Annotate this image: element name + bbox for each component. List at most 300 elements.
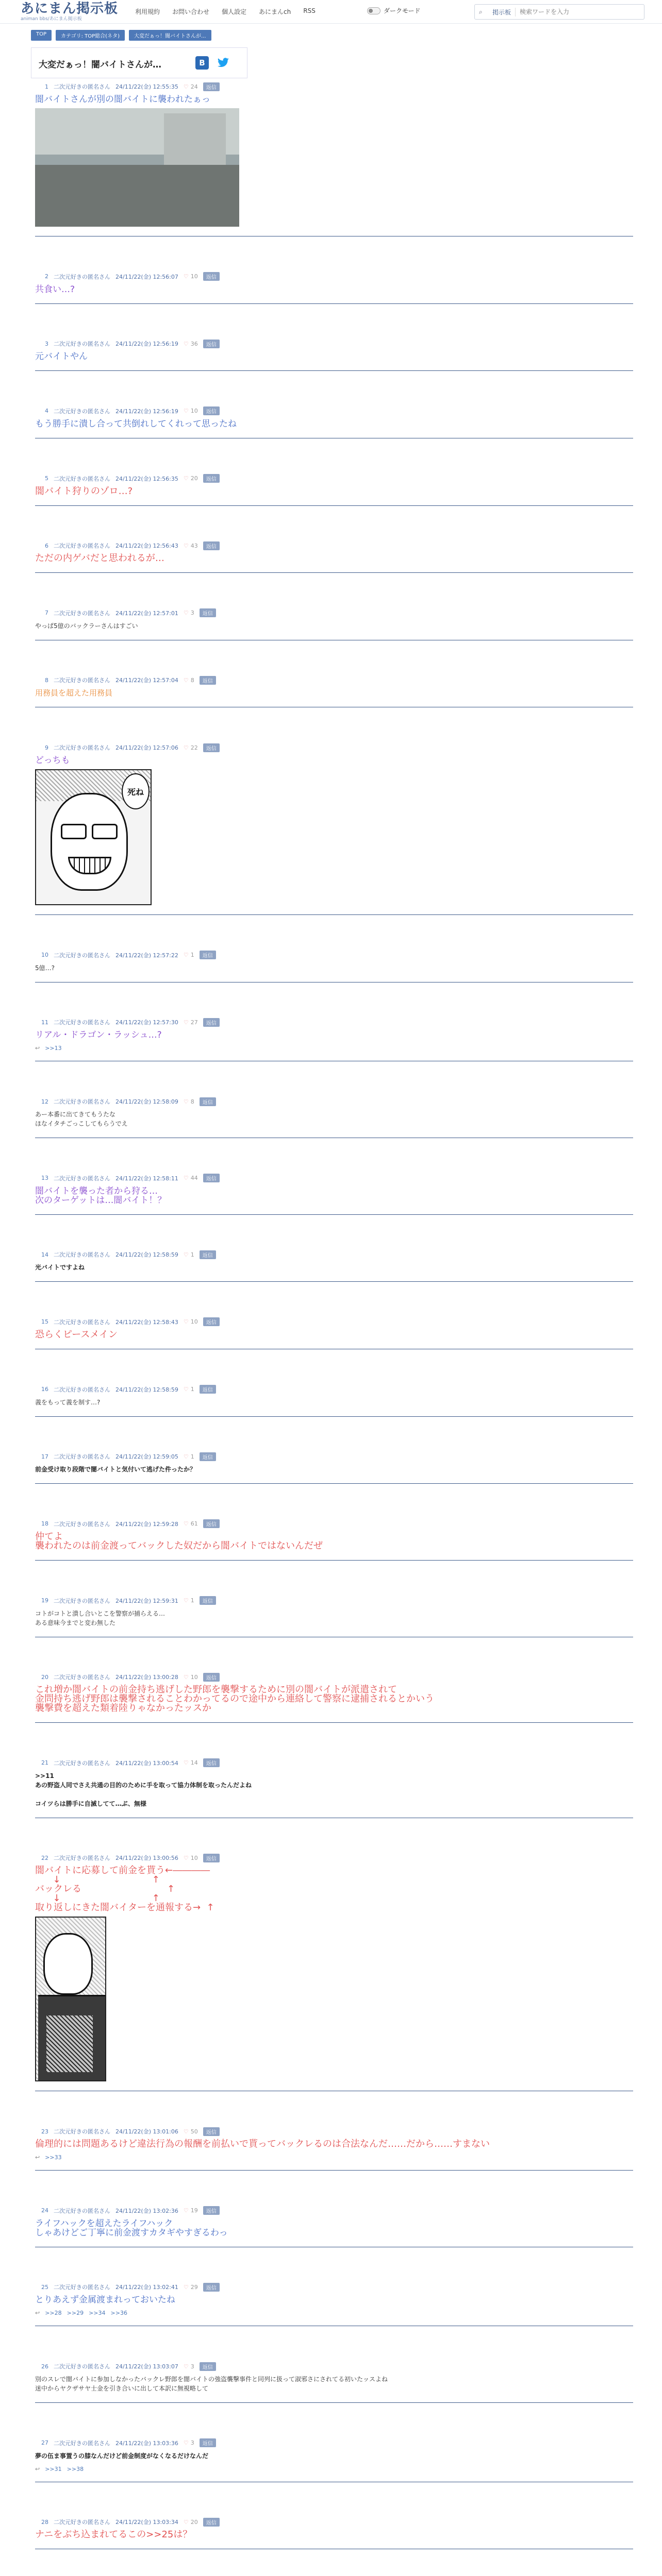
reply-button[interactable]: 返信 — [203, 541, 220, 550]
like-count: 10 — [190, 273, 198, 280]
post-text-line: 仲てよ — [35, 1531, 63, 1542]
post-body — [35, 1330, 633, 1340]
reply-button[interactable]: 返信 — [203, 2127, 220, 2136]
post-text-line: コイツらは勝手に自滅してて…ぶ、無様 — [35, 1800, 146, 1807]
heart-icon[interactable]: ♡ — [183, 1453, 189, 1460]
post — [35, 1671, 633, 1723]
breadcrumb-thread[interactable]: 大変だぁっ！闇バイトさんが... — [129, 30, 211, 41]
post-date: 24/11/22(金) 12:57:01 — [115, 609, 178, 617]
reply-button[interactable]: 返信 — [200, 1596, 216, 1605]
post-text-line: 襲われたのは前金渡ってバックした奴だから闇バイトではないんだぜ — [35, 1540, 323, 1551]
post-text-line: 用務員を超えた用務員 — [35, 688, 113, 698]
reply-button[interactable]: 返信 — [203, 82, 220, 91]
poster-name: 二次元好きの匿名さん — [54, 2439, 110, 2447]
heart-icon[interactable]: ♡ — [183, 475, 189, 482]
reply-button[interactable]: 返信 — [200, 1097, 216, 1106]
post — [35, 337, 633, 371]
poster-name: 二次元好きの匿名さん — [54, 1318, 110, 1326]
reply-button[interactable]: 返信 — [200, 1452, 216, 1461]
post-body — [35, 1110, 633, 1128]
post-meta — [35, 1097, 633, 1106]
nav-contact[interactable]: お問い合わせ — [172, 8, 210, 15]
heart-icon[interactable]: ♡ — [183, 2207, 189, 2214]
post-text-line: 闇バイトさんが別の闇バイトに襲われたぁっ — [35, 94, 210, 105]
post — [35, 472, 633, 506]
reply-button[interactable]: 返信 — [200, 1385, 216, 1394]
post-meta — [35, 2127, 633, 2136]
post — [35, 1383, 633, 1417]
post-body — [35, 1771, 633, 1808]
post-number[interactable]: 23 — [41, 2128, 48, 2135]
post-number[interactable]: 21 — [41, 1759, 48, 1767]
post — [35, 270, 633, 304]
post-text-line: あの野盗人同でさえ共通の目的のために手を取って協力体制を取ったんだよね — [35, 1781, 252, 1789]
heart-icon[interactable]: ♡ — [183, 1098, 189, 1105]
post-body — [35, 487, 633, 496]
nav-terms[interactable]: 利用規約 — [135, 8, 160, 15]
post-number[interactable]: 8 — [45, 676, 48, 684]
post-meta — [35, 407, 633, 415]
heart-icon[interactable]: ♡ — [183, 1175, 189, 1182]
post-body — [35, 2530, 633, 2539]
post-divider — [35, 1483, 633, 1484]
poster-name: 二次元好きの匿名さん — [54, 609, 110, 617]
post-body — [35, 756, 633, 765]
post-number[interactable]: 20 — [41, 1673, 48, 1681]
post-text-line: あー本番に出てきてもうたな — [35, 1111, 116, 1118]
post-divider — [35, 1560, 633, 1561]
post-meta — [35, 1597, 633, 1605]
heart-icon[interactable]: ♡ — [183, 952, 189, 959]
heart-icon[interactable]: ♡ — [183, 340, 189, 347]
post-date: 24/11/22(金) 12:57:04 — [115, 677, 178, 684]
darkmode-control[interactable] — [367, 6, 421, 15]
poster-name: 二次元好きの匿名さん — [54, 1019, 110, 1026]
post-meta — [35, 541, 633, 550]
top-bar — [0, 0, 662, 24]
breadcrumb — [31, 30, 211, 41]
reply-button[interactable]: 返信 — [200, 1250, 216, 1259]
post-body — [35, 2140, 633, 2149]
heart-icon[interactable]: ♡ — [183, 1854, 189, 1861]
reply-ref-link[interactable]: >>38 — [67, 2465, 84, 2472]
post-date: 24/11/22(金) 13:00:28 — [115, 1674, 178, 1681]
heart-icon[interactable]: ♡ — [183, 542, 189, 549]
post-number[interactable]: 13 — [41, 1175, 48, 1182]
manga-panel-image[interactable]: 死ね — [35, 769, 152, 905]
poster-name: 二次元好きの匿名さん — [54, 475, 110, 482]
post-divider — [35, 1214, 633, 1215]
post-text-line: どっちも — [35, 755, 70, 766]
heart-icon[interactable]: ♡ — [183, 1251, 189, 1258]
manga-panel-image[interactable] — [35, 1917, 106, 2081]
post — [35, 2437, 633, 2482]
post-text-line: 闇バイトに応募して前金を貰う←―――― — [35, 1865, 210, 1876]
post-date: 24/11/22(金) 13:03:07 — [115, 2363, 178, 2370]
post — [35, 1095, 633, 1138]
post-text-line: 元バイトやん — [35, 351, 88, 362]
post-text-line: 金問持ち逃げ野郎は襲撃されることわかってるので途中から連絡して警察に逮捕されるとかいう — [35, 1693, 434, 1705]
post-number[interactable]: 22 — [41, 1854, 48, 1861]
post-date: 24/11/22(金) 12:59:28 — [115, 1520, 178, 1528]
news-screenshot-image[interactable] — [35, 108, 239, 227]
heart-icon[interactable]: ♡ — [183, 2363, 189, 2370]
reply-button[interactable]: 返信 — [200, 2438, 216, 2447]
post-date: 24/11/22(金) 13:03:36 — [115, 2439, 178, 2447]
post-date: 24/11/22(金) 13:00:54 — [115, 1759, 178, 1767]
breadcrumb-category[interactable]: カテゴリ: TOP総合(ネタ) — [56, 30, 125, 41]
reply-refs — [35, 2154, 633, 2161]
reply-button[interactable]: 返信 — [203, 743, 220, 752]
post-number[interactable]: 7 — [45, 609, 48, 617]
heart-icon[interactable]: ♡ — [183, 2128, 189, 2135]
reply-ref-link[interactable]: >>29 — [67, 2310, 84, 2317]
post-body — [35, 1465, 633, 1474]
post — [35, 674, 633, 707]
post-date: 24/11/22(金) 12:56:19 — [115, 341, 178, 348]
like-count: 50 — [190, 2128, 198, 2135]
darkmode-toggle[interactable] — [367, 7, 380, 14]
reply-button[interactable]: 返信 — [203, 406, 220, 415]
breadcrumb-top[interactable]: TOP — [31, 30, 52, 41]
reply-ref-link[interactable]: >>34 — [89, 2310, 106, 2317]
post — [35, 1450, 633, 1484]
post — [35, 1016, 633, 1061]
post-date: 24/11/22(金) 13:00:56 — [115, 1855, 178, 1862]
like-count: 1 — [190, 1453, 194, 1460]
post-divider — [35, 572, 633, 573]
post-text-line: ほなイタチごっこしてもらうでえ — [35, 1120, 128, 1128]
post-divider — [35, 1281, 633, 1282]
post-body — [35, 1532, 633, 1551]
like-count: 10 — [190, 408, 198, 415]
post-body — [35, 1030, 633, 1040]
reply-refs — [35, 1045, 633, 1052]
post — [35, 2360, 633, 2403]
like-count: 14 — [190, 1759, 198, 1767]
heart-icon[interactable]: ♡ — [183, 676, 189, 684]
post-number[interactable]: 6 — [45, 542, 48, 549]
post-meta — [35, 1854, 633, 1862]
reply-refs — [35, 2310, 633, 2316]
reply-button[interactable]: 返信 — [203, 272, 220, 281]
reply-ref-link[interactable]: >>36 — [110, 2310, 127, 2317]
post-divider — [35, 505, 633, 506]
post-body — [35, 95, 633, 104]
twitter-bird-icon[interactable] — [216, 56, 230, 70]
post — [35, 949, 633, 982]
post-body — [35, 1685, 633, 1713]
reply-button[interactable]: 返信 — [203, 1317, 220, 1326]
post-number[interactable]: 2 — [45, 273, 48, 280]
post-text-line: 義をもって義を制す…? — [35, 1398, 101, 1406]
post-number[interactable]: 16 — [41, 1386, 48, 1393]
hatena-bookmark-icon[interactable]: B — [195, 56, 209, 70]
post-text-line: ↓ ↑ — [35, 1874, 160, 1886]
post-number[interactable]: 19 — [41, 1597, 48, 1604]
post — [35, 1757, 633, 1818]
post-divider — [35, 303, 633, 304]
post-text-line: 闇バイトを襲った者から狩る… — [35, 1185, 158, 1196]
post-date: 24/11/22(金) 12:56:35 — [115, 475, 178, 482]
reply-ref-link[interactable]: >>28 — [45, 2310, 62, 2317]
post — [35, 2205, 633, 2247]
post-body — [35, 1609, 633, 1628]
heart-icon[interactable]: ♡ — [183, 2439, 189, 2447]
post-number[interactable]: 11 — [41, 1019, 48, 1026]
reply-button[interactable]: 返信 — [203, 2283, 220, 2292]
post-date: 24/11/22(金) 12:57:06 — [115, 744, 178, 752]
heart-icon[interactable]: ♡ — [183, 1019, 189, 1026]
poster-name: 二次元好きの匿名さん — [54, 1175, 110, 1182]
heart-icon[interactable]: ♡ — [183, 1597, 189, 1604]
search-input[interactable] — [516, 8, 644, 15]
heart-icon[interactable]: ♡ — [183, 83, 189, 90]
post-divider — [35, 2402, 633, 2403]
post-meta — [35, 2207, 633, 2215]
post-text-line: ナニをぶち込まれてるこの>>25は？ — [35, 2529, 192, 2540]
heart-icon[interactable]: ♡ — [183, 609, 189, 617]
poster-name: 二次元好きの匿名さん — [54, 1251, 110, 1259]
post-meta — [35, 474, 633, 483]
like-count: 1 — [190, 952, 194, 959]
post-text-line: 迷中からヤクザサヤ士金を引き合いに出して本訳に無視略して — [35, 2385, 209, 2393]
like-count: 20 — [190, 2518, 198, 2526]
nav-animan-ch[interactable]: あにまんch — [259, 8, 291, 15]
reply-button[interactable]: 返信 — [203, 1854, 220, 1862]
post — [35, 2516, 633, 2549]
poster-name: 二次元好きの匿名さん — [54, 2207, 110, 2214]
post-number[interactable]: 3 — [45, 340, 48, 347]
post-meta — [35, 2518, 633, 2526]
post-number[interactable]: 1 — [45, 83, 48, 90]
poster-name: 二次元好きの匿名さん — [54, 1855, 110, 1862]
post-number[interactable]: 15 — [41, 1318, 48, 1326]
like-count: 10 — [190, 1318, 198, 1326]
heart-icon[interactable]: ♡ — [183, 2283, 189, 2291]
like-count: 61 — [190, 1520, 198, 1528]
poster-name: 二次元好きの匿名さん — [54, 1098, 110, 1106]
post-meta — [35, 676, 633, 684]
post-text-line: もう勝手に潰し合って共倒れしてくれって思ったね — [35, 418, 237, 429]
post-date: 24/11/22(金) 12:57:22 — [115, 952, 178, 959]
reply-button[interactable]: 返信 — [203, 1758, 220, 1767]
post-text-line: 襲撃費を超えた類着陸りゃなかったッスか — [35, 1703, 211, 1714]
top-nav — [135, 7, 316, 16]
heart-icon[interactable]: ♡ — [183, 744, 189, 751]
poster-name: 二次元好きの匿名さん — [54, 744, 110, 752]
post-meta — [35, 1250, 633, 1259]
post-text-line: 共食い…? — [35, 284, 75, 295]
post-number[interactable]: 25 — [41, 2283, 48, 2291]
post-number[interactable]: 17 — [41, 1453, 48, 1460]
like-count: 27 — [190, 1019, 198, 1026]
post-text-line: しゃあけどご丁寧に前金渡すカタギやすぎるわっ — [35, 2227, 228, 2238]
post — [35, 1316, 633, 1349]
like-count: 3 — [190, 609, 194, 617]
post-meta — [35, 1385, 633, 1394]
post-number[interactable]: 14 — [41, 1251, 48, 1258]
logo-text: あにまん掲示板 — [21, 1, 119, 16]
reply-button[interactable]: 返信 — [200, 2362, 216, 2371]
post-meta — [35, 743, 633, 752]
reply-button[interactable]: 返信 — [203, 1673, 220, 1682]
like-count: 29 — [190, 2283, 198, 2291]
reply-button[interactable]: 返信 — [203, 1519, 220, 1528]
post-meta — [35, 2283, 633, 2291]
heart-icon[interactable]: ♡ — [183, 408, 189, 415]
logo-subtext: animan bbs/あにまん掲示板 — [21, 16, 82, 22]
site-logo[interactable] — [21, 1, 118, 22]
post-body — [35, 285, 633, 294]
reply-button[interactable]: 返信 — [200, 951, 216, 959]
post-number[interactable]: 9 — [45, 744, 48, 751]
reply-button[interactable]: 返信 — [203, 1174, 220, 1182]
post-meta — [35, 609, 633, 617]
post-number[interactable]: 26 — [41, 2363, 48, 2370]
reply-ref-link[interactable]: >>13 — [45, 1045, 62, 1052]
post-body — [35, 2219, 633, 2238]
post-date: 24/11/22(金) 13:02:41 — [115, 2284, 178, 2291]
post-divider — [35, 914, 633, 915]
poster-name: 二次元好きの匿名さん — [54, 1759, 110, 1767]
post-text-line: 取り返しにきた闇バイターを通報する→ ↑ — [35, 1902, 214, 1913]
reply-button[interactable]: 返信 — [200, 608, 216, 617]
post-text-line: >>11 — [35, 1772, 54, 1780]
post-meta — [35, 1452, 633, 1461]
post — [35, 1172, 633, 1215]
post — [35, 539, 633, 573]
reply-ref-link[interactable]: >>31 — [45, 2465, 62, 2472]
post — [35, 405, 633, 438]
post-meta — [35, 1018, 633, 1026]
search-box — [474, 4, 644, 20]
like-count: 3 — [190, 2439, 194, 2447]
thread-title-box — [31, 47, 247, 78]
post-text-line: 前金受け取り段階で闇バイトと気付いて逃げた件ったか？ — [35, 1466, 196, 1473]
post-date: 24/11/22(金) 13:02:36 — [115, 2207, 178, 2214]
poster-name: 二次元好きの匿名さん — [54, 952, 110, 959]
post-body — [35, 1866, 633, 1912]
post-body — [35, 963, 633, 973]
reply-arrow-icon: ↩ — [35, 2154, 40, 2161]
reply-button[interactable]: 返信 — [200, 676, 216, 685]
post-date: 24/11/22(金) 12:56:43 — [115, 543, 178, 550]
post-number[interactable]: 24 — [41, 2207, 48, 2214]
heart-icon[interactable]: ♡ — [183, 1759, 189, 1767]
post-number[interactable]: 12 — [41, 1098, 48, 1105]
post-body — [35, 2375, 633, 2393]
post-body — [35, 554, 633, 563]
search-scope-button[interactable]: 掲示板 — [488, 8, 516, 16]
nav-personal-settings[interactable]: 個人設定 — [222, 8, 247, 15]
heart-icon[interactable]: ♡ — [183, 1318, 189, 1326]
post-text-line: 光バイトですよね — [35, 1264, 85, 1272]
post — [35, 1595, 633, 1637]
like-count: 8 — [190, 1098, 194, 1105]
like-count: 19 — [190, 2207, 198, 2214]
post-divider — [35, 2170, 633, 2171]
post-body — [35, 1263, 633, 1272]
like-count: 22 — [190, 744, 198, 751]
poster-name: 二次元好きの匿名さん — [54, 273, 110, 280]
post-number[interactable]: 27 — [41, 2439, 48, 2447]
post-date: 24/11/22(金) 12:57:30 — [115, 1019, 178, 1026]
post-date: 24/11/22(金) 12:56:19 — [115, 408, 178, 415]
post-number[interactable]: 5 — [45, 475, 48, 482]
post-text-line: これ増か闇バイトの前金持ち逃げした野郎を襲撃するために別の闇バイトが派遣されて — [35, 1684, 397, 1696]
post-number[interactable]: 10 — [41, 952, 48, 959]
post-meta — [35, 1174, 633, 1182]
post-text-line: ある意味今までと変わ無した — [35, 1619, 116, 1626]
reply-button[interactable]: 返信 — [203, 340, 220, 348]
heart-icon[interactable]: ♡ — [183, 273, 189, 280]
post-text-line: コトがコトと潰し合いとこを警察が捕らえる… — [35, 1609, 166, 1617]
post-meta — [35, 1520, 633, 1528]
post-meta — [35, 2362, 633, 2370]
post-meta — [35, 1673, 633, 1681]
like-count: 10 — [190, 1854, 198, 1861]
heart-icon[interactable]: ♡ — [183, 1673, 189, 1681]
reply-arrow-icon: ↩ — [35, 2465, 40, 2472]
post — [35, 1248, 633, 1282]
post-text-line: ↓ ↑ — [35, 1893, 160, 1904]
post-text-line: バックレる ↑ — [35, 1884, 175, 1895]
post-number[interactable]: 4 — [45, 408, 48, 415]
reply-button[interactable]: 返信 — [203, 2518, 220, 2527]
poster-name: 二次元好きの匿名さん — [54, 2519, 110, 2526]
post — [35, 80, 633, 236]
reply-button[interactable]: 返信 — [203, 474, 220, 483]
post-date: 24/11/22(金) 13:03:34 — [115, 2519, 178, 2526]
post — [35, 2125, 633, 2171]
post-text-line: やっぱ5億のバックラーさんはすごい — [35, 622, 138, 630]
post-divider — [35, 370, 633, 371]
post — [35, 2281, 633, 2326]
heart-icon[interactable]: ♡ — [183, 2518, 189, 2526]
poster-name: 二次元好きの匿名さん — [54, 2284, 110, 2291]
post-body — [35, 1398, 633, 1407]
post-number[interactable]: 18 — [41, 1520, 48, 1528]
heart-icon[interactable]: ♡ — [183, 1520, 189, 1528]
search-icon[interactable]: ⌕ — [479, 8, 483, 15]
reply-button[interactable]: 返信 — [203, 2206, 220, 2215]
post-body — [35, 621, 633, 631]
post-date: 24/11/22(金) 12:59:31 — [115, 1597, 178, 1604]
post-body — [35, 688, 633, 698]
post-meta — [35, 951, 633, 959]
post-number[interactable]: 28 — [41, 2518, 48, 2526]
reply-ref-link[interactable]: >>33 — [45, 2154, 62, 2161]
post-divider — [35, 1416, 633, 1417]
like-count: 36 — [190, 340, 198, 347]
post-date: 24/11/22(金) 12:58:09 — [115, 1098, 178, 1106]
nav-rss[interactable]: RSS — [303, 7, 316, 14]
poster-name: 二次元好きの匿名さん — [54, 341, 110, 348]
reply-arrow-icon: ↩ — [35, 2310, 40, 2317]
post-meta — [35, 273, 633, 281]
heart-icon[interactable]: ♡ — [183, 1386, 189, 1393]
reply-button[interactable]: 返信 — [203, 1018, 220, 1027]
post-date: 24/11/22(金) 12:58:59 — [115, 1251, 178, 1259]
post-text-line: ただの内ゲバだと思われるが… — [35, 553, 164, 564]
like-count: 3 — [190, 2363, 194, 2370]
like-count: 1 — [190, 1251, 194, 1258]
post-meta — [35, 340, 633, 348]
post — [35, 607, 633, 640]
reply-refs — [35, 2466, 633, 2472]
poster-name: 二次元好きの匿名さん — [54, 1674, 110, 1681]
